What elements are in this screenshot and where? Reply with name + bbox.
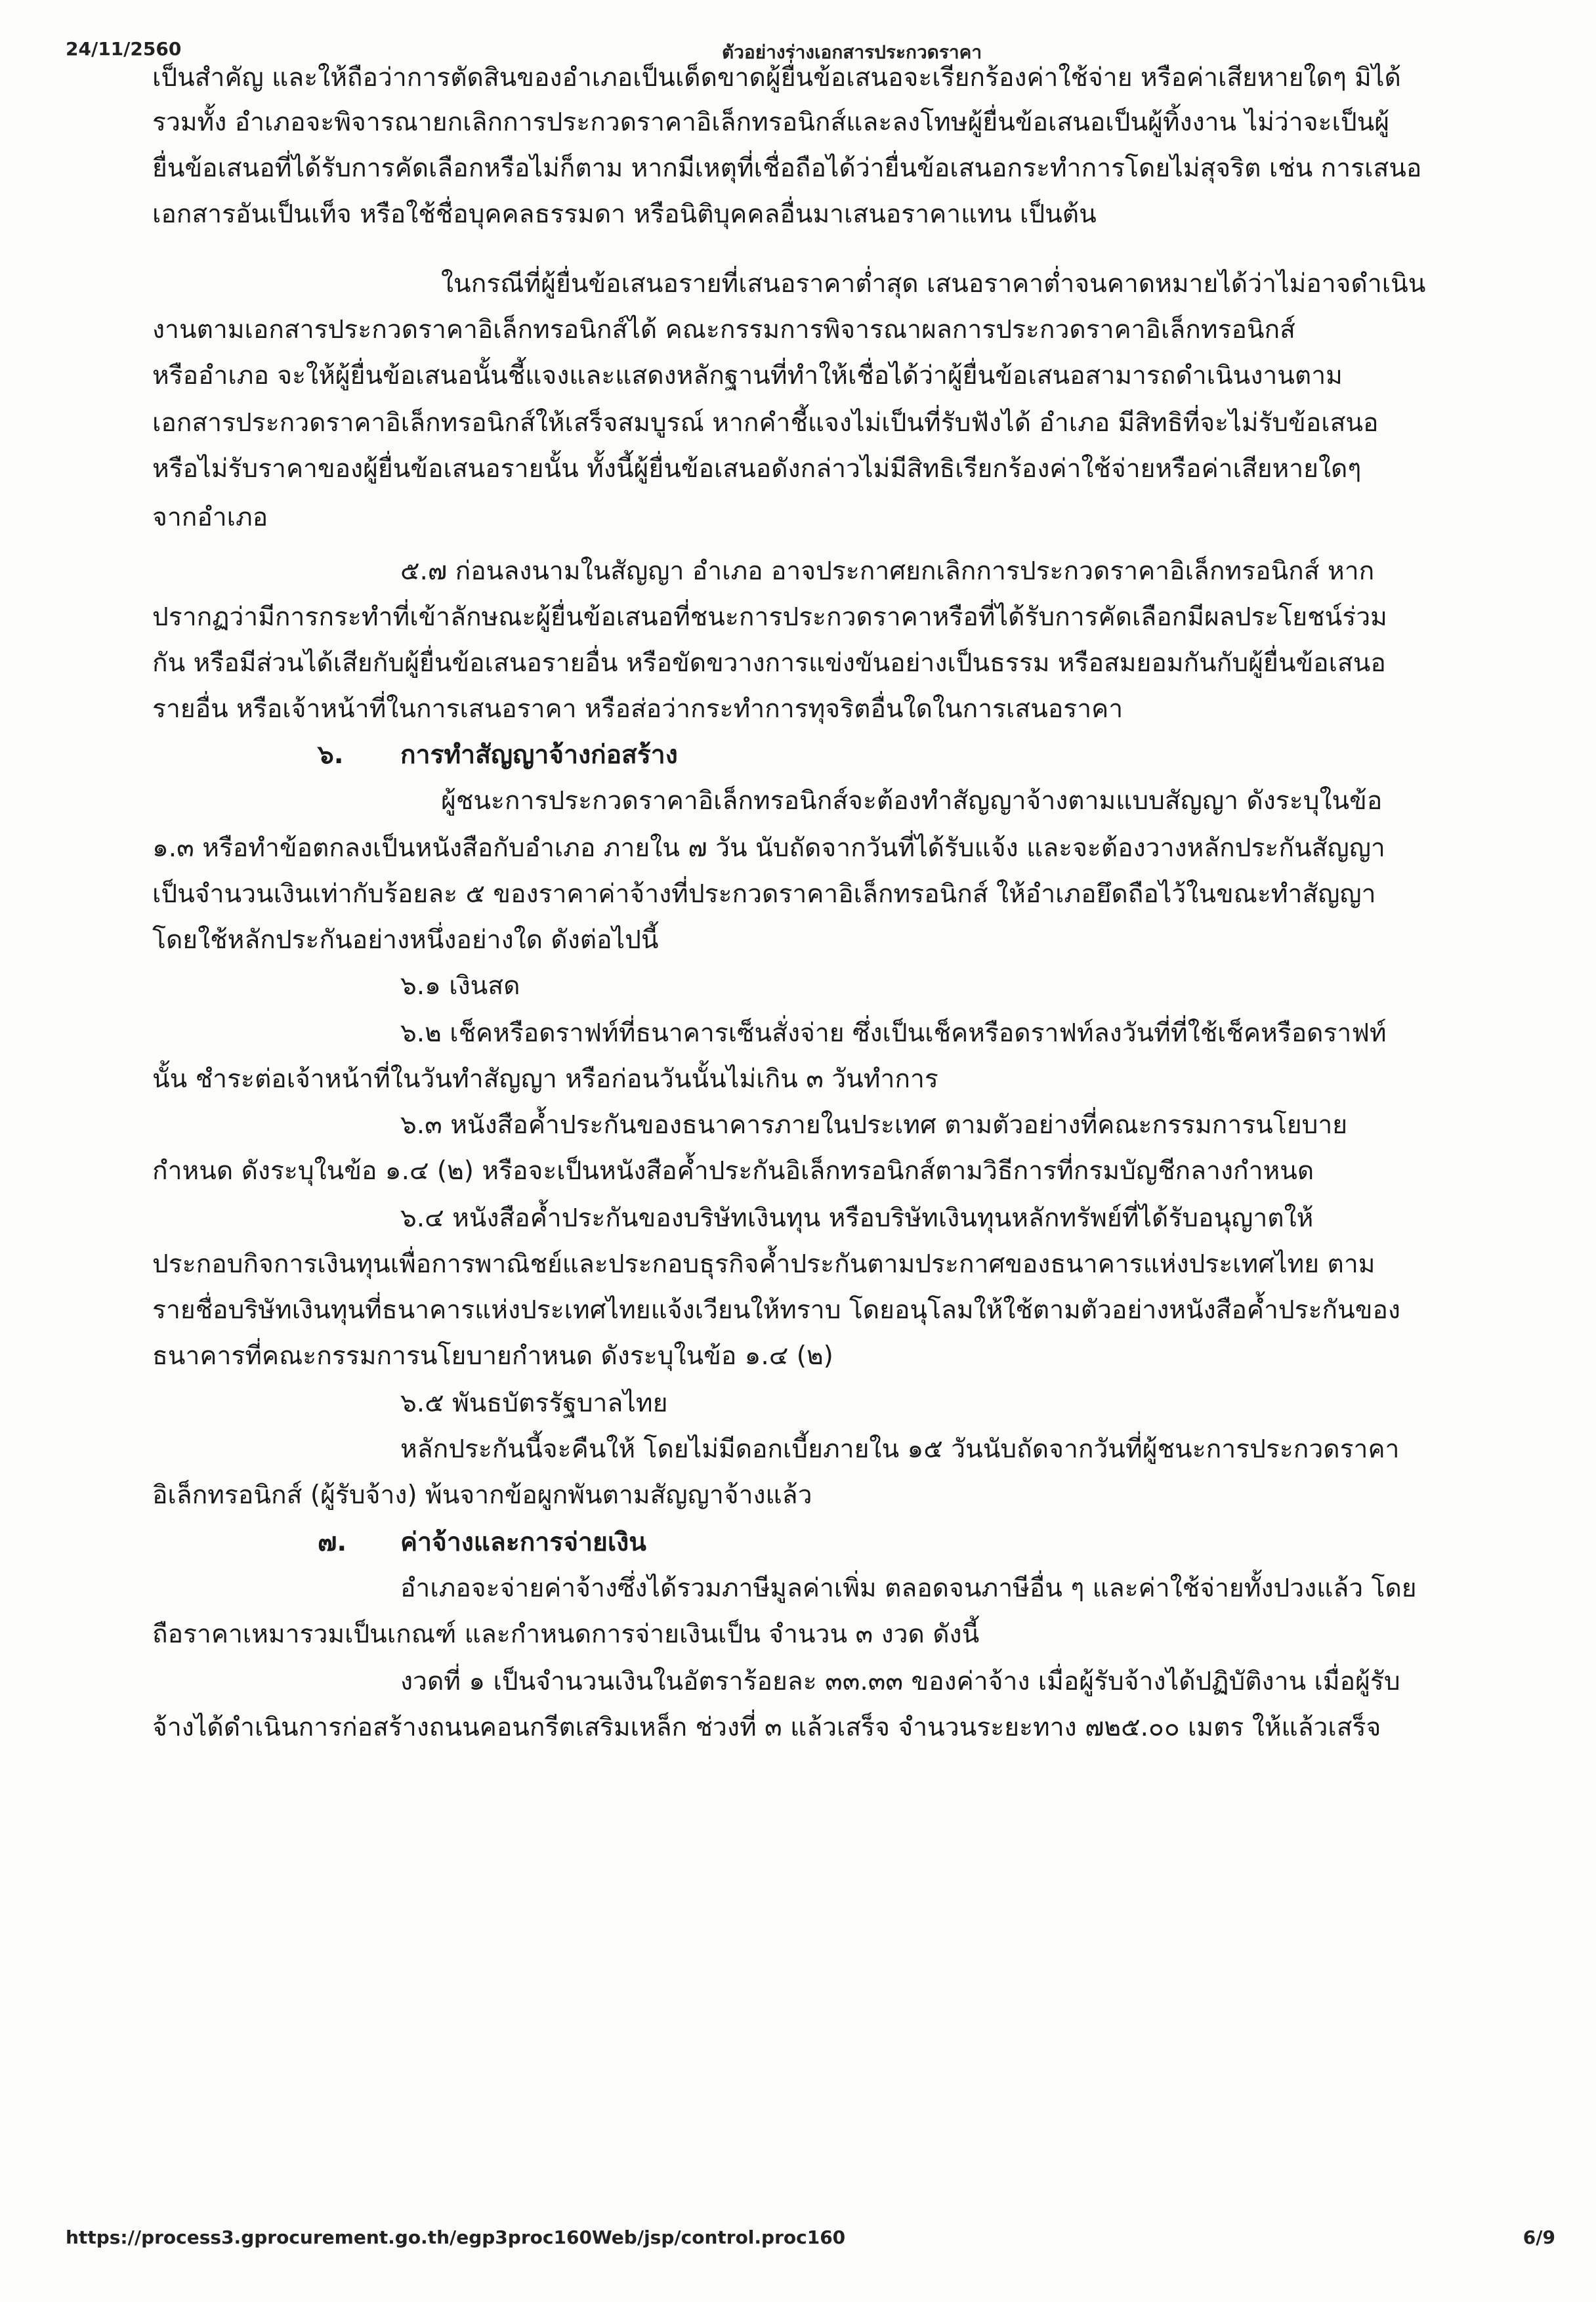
paragraph-line: เป็นสำคัญ และให้ถือว่าการตัดสินของอำเภอเป็นเด็ดขาดผู้ยื่นข้อเสนอจะเรียกร้องค่าใช้จ่าย หรือค่าเสียหายใดๆ มิได้ [152, 63, 1401, 93]
paragraph-line: เอกสารอันเป็นเท็จ หรือใช้ชื่อบุคคลธรรมดา หรือนิติบุคคลอื่นมาเสนอราคาแทน เป็นต้น [152, 199, 1097, 229]
paragraph-line: ปรากฏว่ามีการกระทำที่เข้าลักษณะผู้ยื่นข้อเสนอที่ชนะการประกวดราคาหรือที่ได้รับการคัดเลือกมีผลประโยชน์ร่วม [152, 602, 1387, 632]
section-number: ๗. [318, 1528, 347, 1557]
paragraph-line: เป็นจำนวนเงินเท่ากับร้อยละ ๕ ของราคาค่าจ้างที่ประกวดราคาอิเล็กทรอนิกส์ ให้อำเภอยึดถือไว้ในขณะทำสัญญา [152, 879, 1376, 909]
paragraph-line: ประกอบกิจการเงินทุนเพื่อการพาณิชย์และประกอบธุรกิจค้ำประกันตามประกาศของธนาคารแห่งประเทศไทย ตาม [152, 1249, 1376, 1279]
paragraph-line: รายชื่อบริษัทเงินทุนที่ธนาคารแห่งประเทศไทยแจ้งเวียนให้ทราบ โดยอนุโลมให้ใช้ตามตัวอย่างหนังสือค้ำประกันของ [152, 1295, 1400, 1325]
paragraph-line: ผู้ชนะการประกวดราคาอิเล็กทรอนิกส์จะต้องทำสัญญาจ้างตามแบบสัญญา ดังระบุในข้อ [441, 786, 1383, 816]
paragraph-line: หรือไม่รับราคาของผู้ยื่นข้อเสนอรายนั้น ทั้งนี้ผู้ยื่นข้อเสนอดังกล่าวไม่มีสิทธิเรียกร้องค่าใช้จ่ายหรือค่าเสียหายใดๆ [152, 454, 1362, 484]
list-item: ๖.๕ พันธบัตรรัฐบาลไทย [400, 1389, 668, 1418]
paragraph-line: รวมทั้ง อำเภอจะพิจารณายกเลิกการประกวดราคาอิเล็กทรอนิกส์และลงโทษผู้ยื่นข้อเสนอเป็นผู้ทิ้งงาน ไม่ว่าจะเป็นผู้ [152, 108, 1390, 137]
paragraph-line: ๑.๓ หรือทำข้อตกลงเป็นหนังสือกับอำเภอ ภายใน ๗ วัน นับถัดจากวันที่ได้รับแจ้ง และจะต้องวางหลักประกันสัญญา [152, 833, 1385, 863]
paragraph-line: หรืออำเภอ จะให้ผู้ยื่นข้อเสนอนั้นชี้แจงและแสดงหลักฐานที่ทำให้เชื่อได้ว่าผู้ยื่นข้อเสนอสามารถดำเนินงานตาม [152, 361, 1343, 390]
paragraph-line: เอกสารประกวดราคาอิเล็กทรอนิกส์ให้เสร็จสมบูรณ์ หากคำชี้แจงไม่เป็นที่รับฟังได้ อำเภอ มีสิทธิที่จะไม่รับข้อเสนอ [152, 408, 1379, 438]
paragraph-line: ยื่นข้อเสนอที่ได้รับการคัดเลือกหรือไม่ก็ตาม หากมีเหตุที่เชื่อถือได้ว่ายื่นข้อเสนอกระทำการโดยไม่สุจริต เช่น การเสนอ [152, 154, 1422, 183]
footer-url: https://process3.gprocurement.go.th/egp3proc160Web/jsp/control.proc160 [66, 2227, 846, 2248]
paragraph-line: จากอำเภอ [152, 503, 268, 532]
paragraph-line: หลักประกันนี้จะคืนให้ โดยไม่มีดอกเบี้ยภายใน ๑๕ วันนับถัดจากวันที่ผู้ชนะการประกวดราคา [400, 1434, 1400, 1464]
paragraph-line: อิเล็กทรอนิกส์ (ผู้รับจ้าง) พ้นจากข้อผูกพันตามสัญญาจ้างแล้ว [152, 1480, 812, 1510]
paragraph-line: ถือราคาเหมารวมเป็นเกณฑ์ และกำหนดการจ่ายเงินเป็น จำนวน ๓ งวด ดังนี้ [152, 1620, 980, 1649]
list-item: ๖.๑ เงินสด [400, 971, 520, 1001]
list-item: ๖.๔ หนังสือค้ำประกันของบริษัทเงินทุน หรือบริษัทเงินทุนหลักทรัพย์ที่ได้รับอนุญาตให้ [400, 1203, 1314, 1233]
header-title: ตัวอย่างร่างเอกสารประกวดราคา [722, 41, 982, 63]
section-number: ๖. [318, 740, 344, 770]
list-item: ๖.๓ หนังสือค้ำประกันของธนาคารภายในประเทศ ตามตัวอย่างที่คณะกรรมการนโยบาย [400, 1110, 1348, 1140]
paragraph-line: โดยใช้หลักประกันอย่างหนึ่งอย่างใด ดังต่อไปนี้ [152, 925, 659, 955]
paragraph-line: อำเภอจะจ่ายค่าจ้างซึ่งได้รวมภาษีมูลค่าเพิ่ม ตลอดจนภาษีอื่น ๆ และค่าใช้จ่ายทั้งปวงแล้ว โดย [400, 1574, 1417, 1603]
paragraph-line: ในกรณีที่ผู้ยื่นข้อเสนอรายที่เสนอราคาต่ำสุด เสนอราคาต่ำจนคาดหมายได้ว่าไม่อาจดำเนิน [441, 269, 1426, 299]
paragraph-line: ธนาคารที่คณะกรรมการนโยบายกำหนด ดังระบุในข้อ ๑.๔ (๒) [152, 1341, 833, 1371]
paragraph-line: งวดที่ ๑ เป็นจำนวนเงินในอัตราร้อยละ ๓๓.๓๓ ของค่าจ้าง เมื่อผู้รับจ้างได้ปฏิบัติงาน เมื่อผู้รับ [400, 1667, 1400, 1696]
list-item: ๖.๒ เช็คหรือดราฟท์ที่ธนาคารเซ็นสั่งจ่าย ซึ่งเป็นเช็คหรือดราฟท์ลงวันที่ที่ใช้เช็คหรือดราฟท์ [400, 1018, 1387, 1048]
paragraph-line: จ้างได้ดำเนินการก่อสร้างถนนคอนกรีตเสริมเหล็ก ช่วงที่ ๓ แล้วเสร็จ จำนวนระยะทาง ๗๒๕.๐๐ เมตร ให้แล้วเสร็จ [152, 1713, 1381, 1742]
section-heading: ค่าจ้างและการจ่ายเงิน [400, 1528, 646, 1557]
page-number: 6/9 [1522, 2227, 1555, 2248]
paragraph-line: กำหนด ดังระบุในข้อ ๑.๔ (๒) หรือจะเป็นหนังสือค้ำประกันอิเล็กทรอนิกส์ตามวิธีการที่กรมบัญชีกลางกำหนด [152, 1156, 1314, 1186]
paragraph-line: นั้น ชำระต่อเจ้าหน้าที่ในวันทำสัญญา หรือก่อนวันนั้นไม่เกิน ๓ วันทำการ [152, 1064, 938, 1094]
paragraph-line: ๕.๗ ก่อนลงนามในสัญญา อำเภอ อาจประกาศยกเลิกการประกวดราคาอิเล็กทรอนิกส์ หาก [400, 556, 1375, 586]
section-heading: การทำสัญญาจ้างก่อสร้าง [400, 740, 678, 770]
paragraph-line: รายอื่น หรือเจ้าหน้าที่ในการเสนอราคา หรือส่อว่ากระทำการทุจริตอื่นใดในการเสนอราคา [152, 694, 1124, 724]
header-date: 24/11/2560 [66, 38, 182, 60]
paragraph-line: งานตามเอกสารประกวดราคาอิเล็กทรอนิกส์ได้ คณะกรรมการพิจารณาผลการประกวดราคาอิเล็กทรอนิกส์ [152, 315, 1295, 345]
paragraph-line: กัน หรือมีส่วนได้เสียกับผู้ยื่นข้อเสนอรายอื่น หรือขัดขวางการแข่งขันอย่างเป็นธรรม หรือสมยอมกันกับผู้ยื่นข้อเสนอ [152, 648, 1386, 678]
